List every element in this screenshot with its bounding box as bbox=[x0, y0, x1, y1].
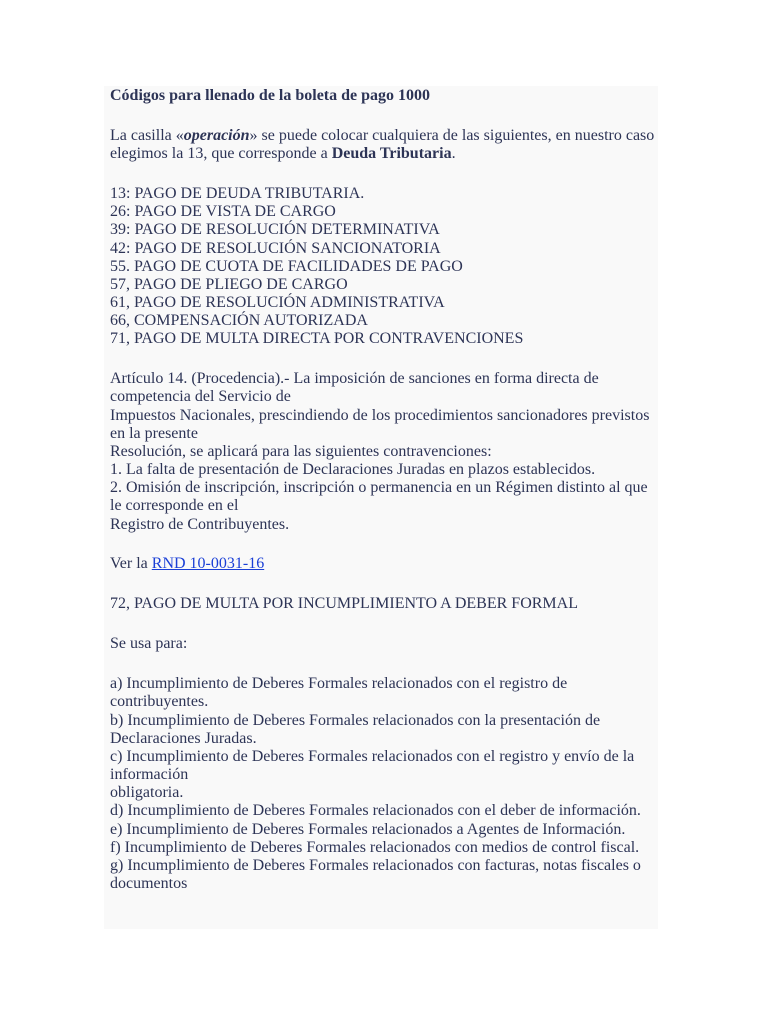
document-body bbox=[110, 86, 658, 893]
use-item: f) Incumplimiento de Deberes Formales relacionados con medios de control fiscal. bbox=[110, 838, 640, 856]
rnd-link[interactable]: RND 10-0031-16 bbox=[151, 555, 265, 573]
document-title: Códigos para llenado de la boleta de pago 1000 bbox=[110, 87, 431, 104]
article-line: Registro de Contribuyentes. bbox=[110, 515, 290, 533]
use-item: g) Incumplimiento de Deberes Formales relacionados con facturas, notas fiscales o documentos bbox=[110, 856, 641, 893]
code-item: 66, COMPENSACIÓN AUTORIZADA bbox=[110, 312, 368, 330]
code-item: 26: PAGO DE VISTA DE CARGO bbox=[110, 203, 336, 221]
code-72-line: 72, PAGO DE MULTA POR INCUMPLIMIENTO A DEBER FORMAL bbox=[110, 595, 578, 613]
use-item: d) Incumplimiento de Deberes Formales relacionados con el deber de información. bbox=[110, 802, 641, 820]
article-line: Artículo 14. (Procedencia).- La imposición de sanciones en forma directa de competencia del Servicio de bbox=[110, 370, 599, 406]
se-usa-para: Se usa para: bbox=[110, 635, 188, 653]
code-item: 13: PAGO DE DEUDA TRIBUTARIA. bbox=[110, 185, 365, 203]
article-line: 2. Omisión de inscripción, inscripción o permanencia en un Régimen distinto al que le corresponde en el bbox=[110, 479, 648, 515]
use-item: obligatoria. bbox=[110, 784, 184, 802]
code-item: 55. PAGO DE CUOTA DE FACILIDADES DE PAGO bbox=[110, 257, 463, 275]
use-item: e) Incumplimiento de Deberes Formales relacionados a Agentes de Información. bbox=[110, 820, 626, 838]
use-item: b) Incumplimiento de Deberes Formales relacionados con la presentación de Declaraciones Juradas. bbox=[110, 711, 601, 747]
uses-list bbox=[110, 675, 658, 893]
article-line: Impuestos Nacionales, prescindiendo de los procedimientos sancionadores previstos en la presente bbox=[110, 406, 650, 442]
intro-paragraph: La casilla «operación» se puede colocar cualquiera de las siguientes, en nuestro caso elegimos la 13, que corresponde a Deuda Tributaria. bbox=[110, 126, 655, 163]
article-line: 1. La falta de presentación de Declaraciones Juradas en plazos establecidos. bbox=[110, 461, 596, 479]
deuda-tributaria-bold: Deuda Tributaria bbox=[331, 145, 452, 163]
code-item: 71, PAGO DE MULTA DIRECTA POR CONTRAVENCIONES bbox=[110, 330, 524, 348]
article-line: Resolución, se aplicará para las siguientes contravenciones: bbox=[110, 442, 492, 460]
use-item: a) Incumplimiento de Deberes Formales relacionados con el registro de contribuyentes. bbox=[110, 675, 568, 711]
article-14-block bbox=[110, 370, 658, 533]
operation-codes-list bbox=[110, 185, 658, 348]
code-item: 57, PAGO DE PLIEGO DE CARGO bbox=[110, 275, 348, 293]
code-item: 42: PAGO DE RESOLUCIÓN SANCIONATORIA bbox=[110, 239, 441, 257]
use-item: c) Incumplimiento de Deberes Formales relacionados con el registro y envío de la información bbox=[110, 747, 635, 784]
ver-la-line: Ver la RND 10-0031-16 bbox=[110, 555, 265, 573]
code-item: 61, PAGO DE RESOLUCIÓN ADMINISTRATIVA bbox=[110, 294, 445, 311]
operacion-emphasis: operación bbox=[183, 126, 250, 144]
code-item: 39: PAGO DE RESOLUCIÓN DETERMINATIVA bbox=[110, 221, 440, 239]
